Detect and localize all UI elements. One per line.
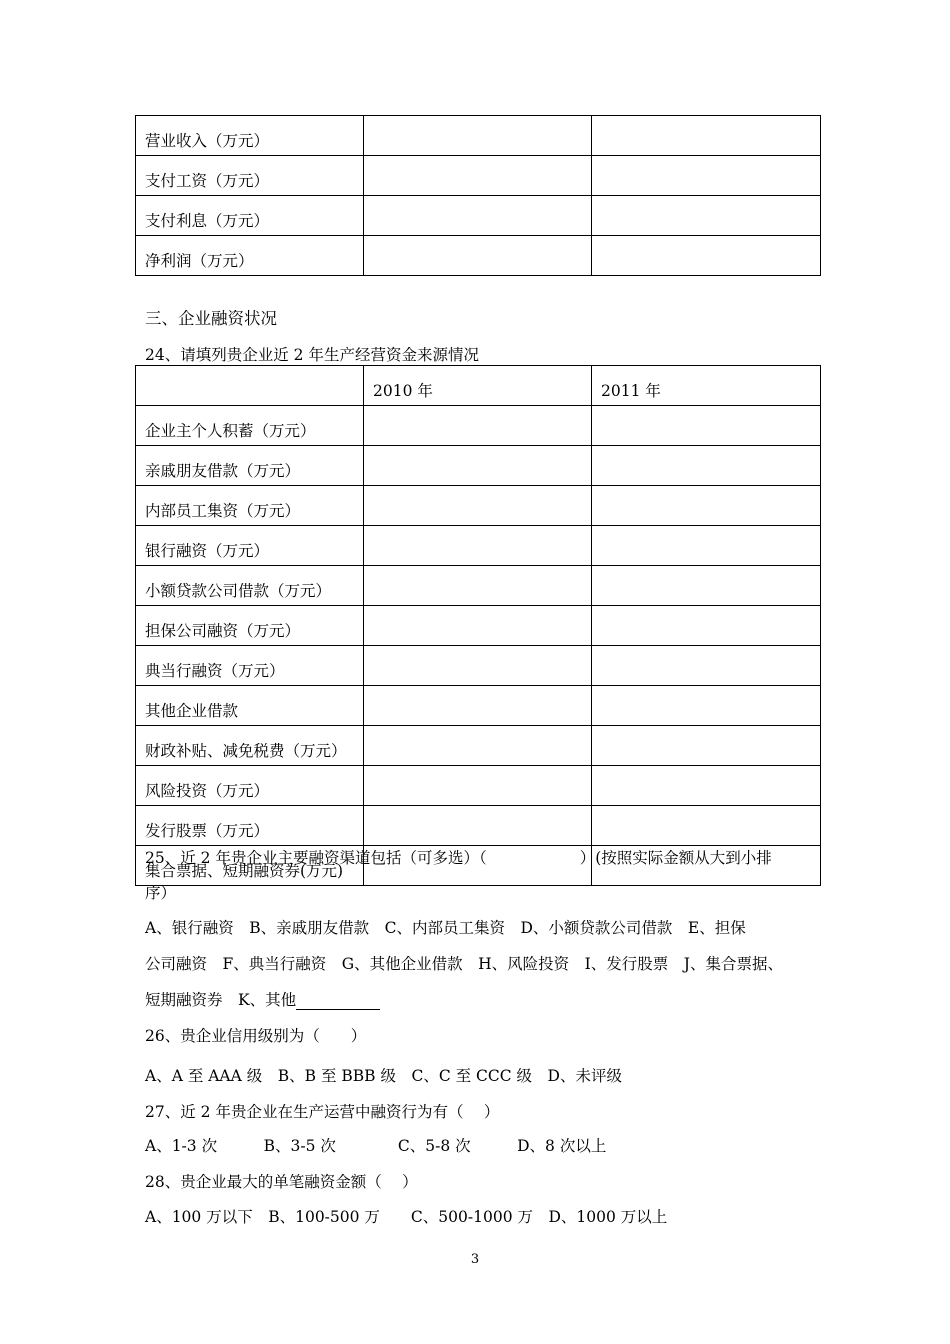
header-2010: 2010 年 [364, 366, 592, 406]
cell-2011[interactable] [592, 196, 821, 236]
q25-options-line-3 [145, 988, 380, 1010]
row-label: 支付利息（万元） [136, 196, 364, 236]
cell-2011[interactable] [592, 446, 821, 486]
row-label: 净利润（万元） [136, 236, 364, 276]
table-row [136, 606, 821, 646]
table-row [136, 116, 821, 156]
question-25-continued: 序） [145, 884, 177, 902]
cell-2010[interactable] [364, 196, 592, 236]
question-27: 27、近 2 年贵企业在生产运营中融资行为有（ ） [145, 1103, 500, 1121]
q25-options-line-2: 公司融资 F、典当行融资 G、其他企业借款 H、风险投资 I、发行股票 J、集合票据、 [145, 955, 783, 973]
header-blank [136, 366, 364, 406]
table-row [136, 726, 821, 766]
other-fill-blank[interactable] [296, 993, 380, 1010]
cell-2011[interactable] [592, 406, 821, 446]
cell-2011[interactable] [592, 806, 821, 846]
row-label: 财政补贴、减免税费（万元） [136, 726, 364, 766]
cell-2011[interactable] [592, 156, 821, 196]
cell-2010[interactable] [364, 766, 592, 806]
row-label: 银行融资（万元） [136, 526, 364, 566]
q25-options-line-1: A、银行融资 B、亲戚朋友借款 C、内部员工集资 D、小额贷款公司借款 E、担保 [145, 919, 746, 937]
table-header-row [136, 366, 821, 406]
cell-2010[interactable] [364, 486, 592, 526]
cell-2010[interactable] [364, 446, 592, 486]
q28-options: A、100 万以下 B、100-500 万 C、500-1000 万 D、1000 万以上 [145, 1208, 668, 1226]
cell-2010[interactable] [364, 606, 592, 646]
table-row [136, 406, 821, 446]
table-row [136, 196, 821, 236]
row-label: 小额贷款公司借款（万元） [136, 566, 364, 606]
cell-2011[interactable] [592, 116, 821, 156]
cell-2010[interactable] [364, 236, 592, 276]
table-row [136, 686, 821, 726]
row-label: 发行股票（万元） [136, 806, 364, 846]
cell-2010[interactable] [364, 116, 592, 156]
row-label: 亲戚朋友借款（万元） [136, 446, 364, 486]
page-number: 3 [470, 1252, 480, 1267]
funding-sources-table [135, 365, 821, 886]
q26-options: A、A 至 AAA 级 B、B 至 BBB 级 C、C 至 CCC 级 D、未评级 [145, 1067, 622, 1085]
table-row [136, 766, 821, 806]
section-heading: 三、企业融资状况 [145, 309, 277, 328]
cell-2011[interactable] [592, 566, 821, 606]
table-row [136, 486, 821, 526]
question-26: 26、贵企业信用级别为（ ） [145, 1027, 367, 1045]
row-label: 其他企业借款 [136, 686, 364, 726]
row-label: 风险投资（万元） [136, 766, 364, 806]
question-24: 24、请填列贵企业近 2 年生产经营资金来源情况 [145, 346, 479, 364]
cell-2010[interactable] [364, 646, 592, 686]
cell-2010[interactable] [364, 406, 592, 446]
q25-options-text: 短期融资券 K、其他 [145, 991, 297, 1009]
income-table [135, 115, 821, 276]
cell-2010[interactable] [364, 686, 592, 726]
cell-2011[interactable] [592, 766, 821, 806]
row-label: 支付工资（万元） [136, 156, 364, 196]
row-label: 企业主个人积蓄（万元） [136, 406, 364, 446]
cell-2011[interactable] [592, 486, 821, 526]
cell-2010[interactable] [364, 526, 592, 566]
cell-2010[interactable] [364, 566, 592, 606]
table-row [136, 646, 821, 686]
table-row [136, 566, 821, 606]
table-row [136, 236, 821, 276]
question-28: 28、贵企业最大的单笔融资金额（ ） [145, 1173, 418, 1191]
row-label: 集合票据、短期融资券(万元) [136, 846, 364, 886]
cell-2011[interactable] [592, 236, 821, 276]
q27-options: A、1-3 次 B、3-5 次 C、5-8 次 D、8 次以上 [145, 1137, 607, 1155]
table-row [136, 806, 821, 846]
cell-2011[interactable] [592, 726, 821, 766]
cell-2010[interactable] [364, 156, 592, 196]
row-label: 典当行融资（万元） [136, 646, 364, 686]
row-label: 营业收入（万元） [136, 116, 364, 156]
cell-2011[interactable] [592, 646, 821, 686]
table-row [136, 156, 821, 196]
cell-2010[interactable] [364, 726, 592, 766]
cell-2011[interactable] [592, 606, 821, 646]
table-row [136, 526, 821, 566]
table-row [136, 446, 821, 486]
header-2011: 2011 年 [592, 366, 821, 406]
row-label: 担保公司融资（万元） [136, 606, 364, 646]
row-label: 内部员工集资（万元） [136, 486, 364, 526]
cell-2010[interactable] [364, 806, 592, 846]
question-25: 25、近 2 年贵企业主要融资渠道包括（可多选）（ ）(按照实际金额从大到小排 [145, 849, 772, 867]
cell-2011[interactable] [592, 686, 821, 726]
cell-2011[interactable] [592, 526, 821, 566]
